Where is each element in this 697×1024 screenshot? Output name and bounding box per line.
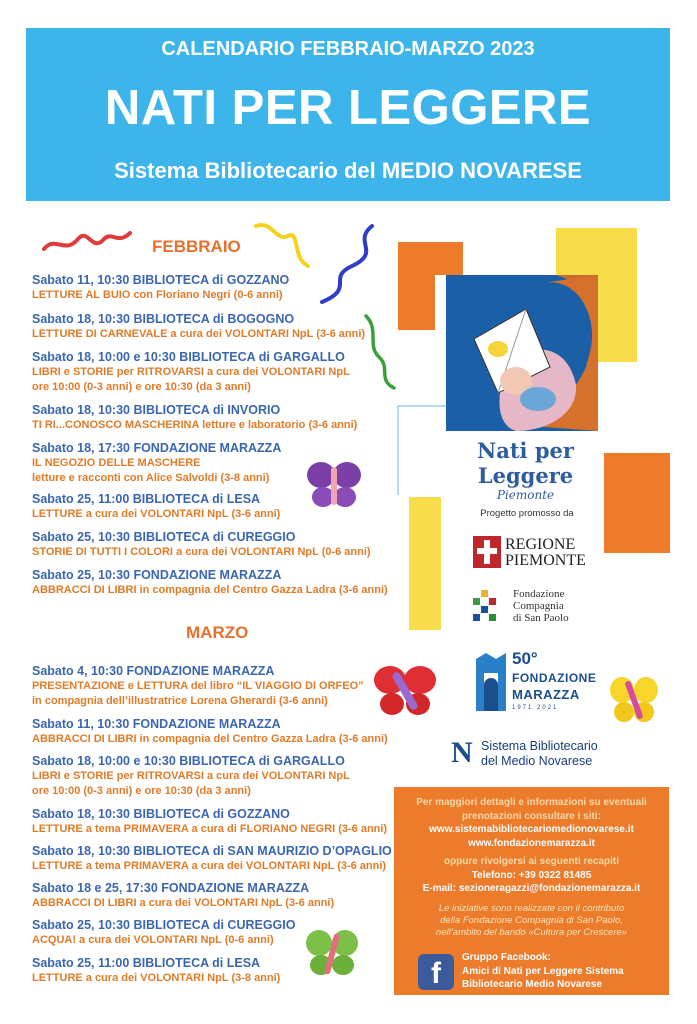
event-head: Sabato 18, 10:30 BIBLIOTECA di INVORIO <box>32 403 281 417</box>
event-head: Sabato 18, 10:30 BIBLIOTECA di SAN MAURIZIO D’OPAGLIO <box>32 844 392 858</box>
event-line: ore 10:00 (0-3 anni) e ore 10:30 (da 3 anni) <box>32 380 251 393</box>
event-item <box>32 349 392 394</box>
sponsor-note: Le iniziative sono realizzate con il contributo <box>438 902 625 914</box>
event-line: LETTURE DI CARNEVALE a cura dei VOLONTARI NpL (3-6 anni) <box>32 328 366 340</box>
event-head: Sabato 18, 17:30 FONDAZIONE MARAZZA <box>32 441 282 455</box>
regione-line-1: REGIONE <box>505 536 576 553</box>
logo-square <box>473 598 480 605</box>
sistema-line-2: del Medio Novarese <box>481 754 593 768</box>
event-line: ACQUA! a cura dei VOLONTARI NpL (0-6 anni) <box>32 934 274 946</box>
event-head: Sabato 18 e 25, 17:30 FONDAZIONE MARAZZA <box>32 881 310 895</box>
event-item <box>32 567 392 598</box>
event-item <box>32 716 392 747</box>
nati-per-leggere-illustration <box>446 275 598 431</box>
marazza-tower-icon <box>474 651 508 713</box>
event-item <box>32 843 392 874</box>
logo-square <box>481 606 488 613</box>
event-line: LETTURE a tema PRIMAVERA a cura di FLORIANO NEGRI (3-6 anni) <box>32 823 388 835</box>
facebook-group[interactable] <box>462 951 662 992</box>
event-line: in compagnia dell’illustratrice Lorena Gherardi (3-6 anni) <box>32 694 328 707</box>
compagnia-san-paolo-logo <box>473 588 583 628</box>
event-item <box>32 311 392 342</box>
yellow-streamer-icon <box>252 218 312 273</box>
decor-orange-block <box>604 453 670 553</box>
phone-number[interactable]: Telefono: +39 0322 81485 <box>471 869 592 881</box>
sponsor-note: della Fondazione Compagnia di San Paolo, <box>440 914 623 926</box>
compagnia-line-1: Fondazione <box>513 588 565 600</box>
event-head: Sabato 25, 10:30 BIBLIOTECA di CUREGGIO <box>32 530 296 544</box>
npl-logo-sub: Piemonte <box>496 488 555 502</box>
regione-line-2: PIEMONTE <box>505 552 586 569</box>
info-text: prenotazioni consultare i siti: <box>462 810 601 822</box>
event-item <box>32 402 392 433</box>
regione-piemonte-logo <box>473 536 586 570</box>
event-line: letture e racconti con Alice Salvoldi (3-8 anni) <box>32 471 270 484</box>
event-line: LIBRI e STORIE per RITROVARSI a cura dei VOLONTARI NpL <box>32 770 350 782</box>
sistema-line-1: Sistema Bibliotecario <box>481 739 598 753</box>
event-head: Sabato 11, 10:30 BIBLIOTECA di GOZZANO <box>32 273 290 287</box>
facebook-group-name: Bibliotecario Medio Novarese <box>462 979 603 990</box>
sistema-bibliotecario-logo <box>451 737 631 771</box>
event-line: LETTURE a cura dei VOLONTARI NpL (3-6 anni) <box>32 508 281 520</box>
fondazione-marazza-logo <box>474 647 597 715</box>
event-item <box>32 753 392 798</box>
info-text: oppure rivolgersi ai seguenti recapiti <box>443 856 620 867</box>
event-item <box>32 529 392 560</box>
compagnia-name <box>513 588 569 624</box>
website-link[interactable]: www.fondazionemarazza.it <box>468 837 595 849</box>
event-line: TI RI...CONOSCO MASCHERINA letture e laboratorio (3-6 anni) <box>32 419 358 431</box>
facebook-icon[interactable]: f <box>418 954 454 990</box>
month-febbraio: FEBBRAIO <box>152 237 241 256</box>
event-line: IL NEGOZIO DELLE MASCHERE <box>32 457 201 469</box>
event-item <box>32 806 392 837</box>
logo-square <box>473 614 480 621</box>
event-line: LETTURE a cura dei VOLONTARI NpL (3-8 anni) <box>32 972 281 984</box>
event-item <box>32 272 392 303</box>
regione-shield-icon <box>473 536 501 568</box>
event-head: Sabato 25, 10:30 FONDAZIONE MARAZZA <box>32 568 282 582</box>
event-head: Sabato 18, 10:30 BIBLIOTECA di GOZZANO <box>32 807 290 821</box>
event-line: PRESENTAZIONE e LETTURA del libro “IL VIAGGIO DI ORFEO” <box>32 680 364 692</box>
facebook-group-name: Amici di Nati per Leggere Sistema <box>462 965 624 977</box>
page-title: NATI PER LEGGERE <box>104 81 592 135</box>
event-head: Sabato 25, 10:30 BIBLIOTECA di CUREGGIO <box>32 918 296 932</box>
email-address[interactable]: E-mail: sezioneragazzi@fondazionemarazza.it <box>422 883 641 894</box>
event-head: Sabato 18, 10:00 e 10:30 BIBLIOTECA di GARGALLO <box>32 754 345 768</box>
compagnia-line-3: di San Paolo <box>513 612 569 624</box>
event-head: Sabato 4, 10:30 FONDAZIONE MARAZZA <box>32 664 275 678</box>
month-marzo: MARZO <box>186 623 249 642</box>
sistema-letter-icon: N <box>451 736 473 769</box>
marazza-line-1: FONDAZIONE <box>512 671 597 685</box>
info-text: Per maggiori dettagli e informazioni su eventuali <box>416 797 647 808</box>
yellow-butterfly-icon <box>608 672 660 728</box>
event-item <box>32 663 392 708</box>
nati-per-leggere-logo <box>438 438 613 502</box>
logo-square <box>489 614 496 621</box>
website-link[interactable]: www.sistemabibliotecariomedionovarese.it <box>429 824 634 835</box>
event-line: LIBRI e STORIE per RITROVARSI a cura dei VOLONTARI NpL <box>32 366 350 378</box>
marazza-years: 1971 2021 <box>512 705 559 711</box>
event-line: LETTURE a tema PRIMAVERA a cura dei VOLONTARI NpL (3-6 anni) <box>32 860 387 872</box>
marazza-line-2: MARAZZA <box>512 687 580 702</box>
event-line: ABBRACCI DI LIBRI in compagnia del Centro Gazza Ladra (3-6 anni) <box>32 584 388 596</box>
red-butterfly-icon <box>372 660 438 720</box>
event-head: Sabato 25, 11:00 BIBLIOTECA di LESA <box>32 492 261 506</box>
event-line: STORIE DI TUTTI I COLORI a cura dei VOLONTARI NpL (0-6 anni) <box>32 546 371 558</box>
sponsor-note: nell’ambito del bando «Cultura per Crescere» <box>435 926 628 938</box>
purple-butterfly-icon <box>305 455 363 513</box>
event-head: Sabato 25, 11:00 BIBLIOTECA di LESA <box>32 956 261 970</box>
event-head: Sabato 11, 10:30 FONDAZIONE MARAZZA <box>32 717 281 731</box>
logo-square <box>489 598 496 605</box>
red-streamer-icon <box>40 225 135 260</box>
event-head: Sabato 18, 10:00 e 10:30 BIBLIOTECA di GARGALLO <box>32 350 345 364</box>
logo-square <box>481 590 488 597</box>
facebook-label: Gruppo Facebook: <box>462 952 551 963</box>
header-banner <box>26 28 670 201</box>
promoted-by-label: Progetto promosso da <box>480 508 574 519</box>
calendar-subtitle: CALENDARIO FEBBRAIO-MARZO 2023 <box>161 38 535 60</box>
event-item <box>32 880 392 911</box>
event-line: ore 10:00 (0-3 anni) e ore 10:30 (da 3 anni) <box>32 784 251 797</box>
regione-name <box>505 537 586 569</box>
decor-yellow-block <box>409 497 441 630</box>
marazza-anniversary: 50° <box>512 649 538 668</box>
compagnia-line-2: Compagnia <box>513 600 564 612</box>
event-line: ABBRACCI DI LIBRI a cura dei VOLONTARI NpL (3-6 anni) <box>32 897 335 909</box>
event-line: LETTURE AL BUIO con Floriano Negri (0-6 anni) <box>32 289 283 301</box>
event-head: Sabato 18, 10:30 BIBLIOTECA di BOGOGNO <box>32 312 295 326</box>
system-name: Sistema Bibliotecario del MEDIO NOVARESE <box>114 158 582 183</box>
green-butterfly-icon <box>304 925 360 981</box>
decor-orange-block <box>398 242 463 275</box>
npl-logo-title: Nati per Leggere <box>477 438 574 488</box>
event-line: ABBRACCI DI LIBRI in compagnia del Centro Gazza Ladra (3-6 anni) <box>32 733 388 745</box>
